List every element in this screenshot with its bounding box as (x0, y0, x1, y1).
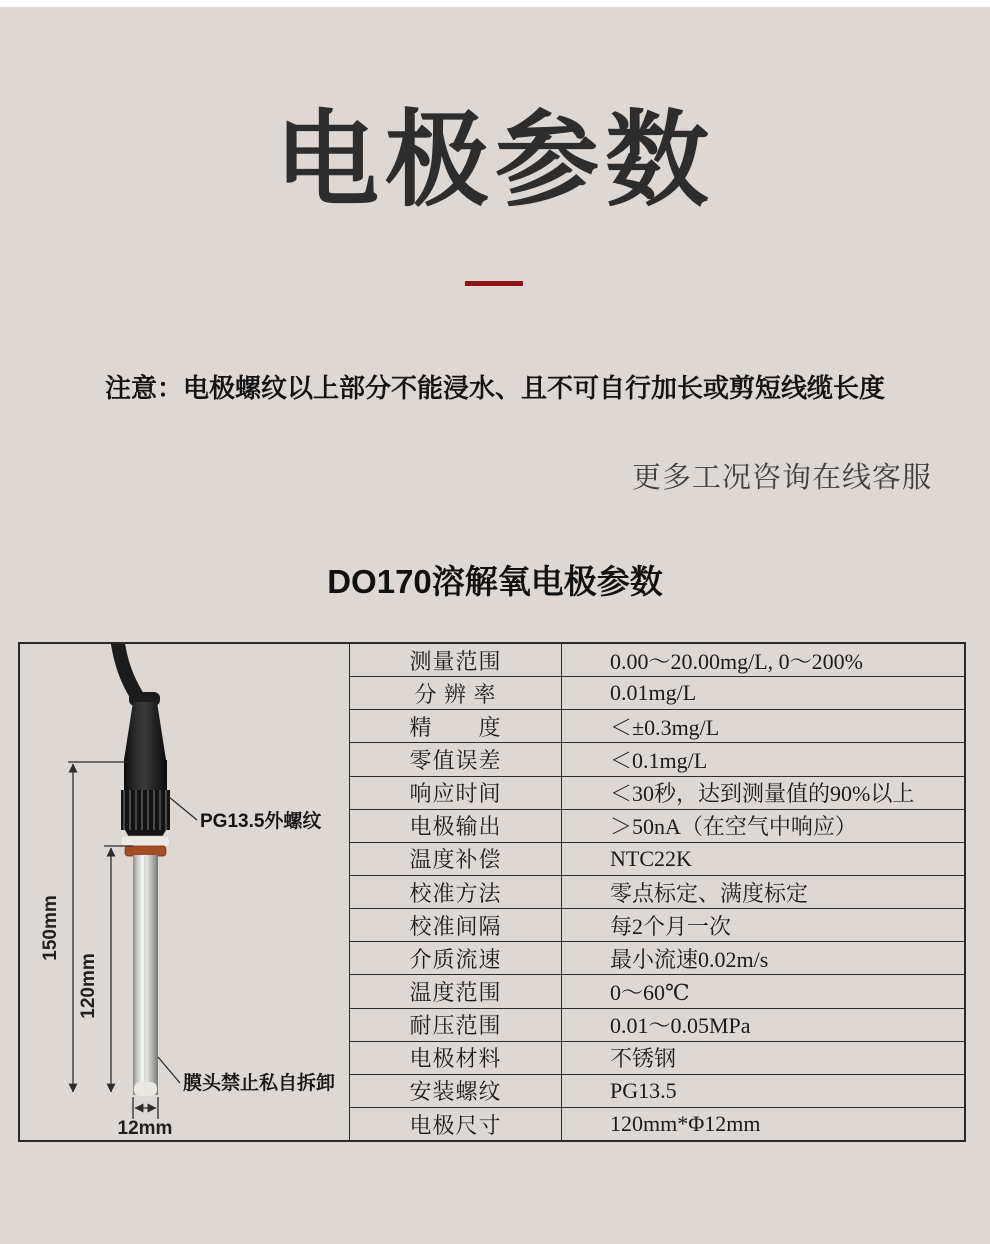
param-name: 分 辨 率 (350, 677, 562, 709)
table-row (350, 710, 964, 743)
dim-12mm-label: 12mm (117, 1118, 173, 1139)
dim-150mm-label: 150mm (40, 895, 61, 961)
service-link[interactable]: 更多工况咨询在线客服 (631, 462, 932, 494)
param-value: NTC22K (610, 845, 692, 871)
white-collar (121, 836, 170, 847)
cable-strain-relief (124, 702, 166, 760)
param-value: ＜30秒，达到测量值的90%以上 (610, 781, 915, 807)
param-value: ＞50nA（在空气中响应） (610, 814, 857, 840)
param-name: 校准间隔 (350, 909, 562, 941)
electrode-diagram (20, 644, 349, 1140)
param-value: 0.01mg/L (610, 680, 697, 706)
table-row (350, 1108, 964, 1140)
param-name: 电极尺寸 (350, 1108, 562, 1140)
param-value: ＜±0.3mg/L (610, 714, 720, 740)
table-row (350, 1075, 964, 1108)
table-title: DO170溶解氧电极参数 (327, 563, 663, 600)
table-row (350, 644, 964, 677)
table-row (350, 942, 964, 975)
param-value: 0～60℃ (610, 979, 690, 1005)
param-value: ＜0.1mg/L (610, 747, 708, 773)
param-value: 不锈钢 (610, 1046, 677, 1072)
param-name: 温度补偿 (350, 843, 562, 875)
table-row (350, 975, 964, 1008)
steel-body-tube (133, 855, 158, 1095)
electrode-cable (118, 644, 137, 696)
param-value: 最小流速0.02m/s (610, 946, 769, 972)
table-row (350, 1009, 964, 1042)
param-name: 测量范围 (350, 644, 562, 676)
dim-120mm-label: 120mm (78, 953, 99, 1019)
param-value: 0.01～0.05MPa (610, 1013, 751, 1039)
thread-section (121, 790, 170, 830)
param-name: 电极材料 (350, 1042, 562, 1074)
param-name: 电极输出 (350, 810, 562, 842)
param-name: 校准方法 (350, 876, 562, 908)
o-ring (125, 846, 166, 856)
param-value: 每2个月一次 (610, 913, 732, 939)
param-name: 耐压范围 (350, 1009, 562, 1041)
param-value: 零点标定、满度标定 (610, 880, 809, 906)
page-title: 电极参数 (274, 103, 715, 219)
red-divider (465, 281, 523, 286)
param-name: 介质流速 (350, 942, 562, 974)
table-row (350, 909, 964, 942)
top-white-strip (0, 0, 990, 7)
param-value: 120mm*Φ12mm (610, 1111, 761, 1137)
dim-150mm (68, 762, 128, 1092)
thread-callout-label: PG13.5外螺纹 (200, 811, 322, 832)
param-name: 精 度 (350, 710, 562, 742)
param-value: PG13.5 (610, 1077, 677, 1103)
param-name: 零值误差 (350, 743, 562, 775)
table-row (350, 677, 964, 710)
membrane-callout-line (158, 1057, 180, 1083)
electrode-image-cell (20, 644, 350, 1140)
table-row (350, 777, 964, 810)
dim-120mm (104, 846, 133, 1092)
param-name: 响应时间 (350, 777, 562, 809)
table-row (350, 876, 964, 909)
table-row (350, 810, 964, 843)
membrane-callout-label: 膜头禁止私自拆卸 (183, 1073, 336, 1094)
thread-callout-line (169, 797, 197, 820)
param-name: 温度范围 (350, 975, 562, 1007)
table-row (350, 1042, 964, 1075)
spec-table (18, 642, 966, 1142)
notice-text: 注意：电极螺纹以上部分不能浸水、且不可自行加长或剪短线缆长度 (104, 373, 885, 403)
param-value: 0.00～20.00mg/L, 0～200% (610, 648, 863, 674)
spec-rows (350, 644, 964, 1140)
table-row (350, 743, 964, 776)
electrode-photo (118, 644, 170, 1096)
membrane-tip (134, 1082, 157, 1096)
param-name: 安装螺纹 (350, 1075, 562, 1107)
dim-12mm (133, 1097, 158, 1119)
electrode-cap (124, 760, 167, 790)
table-row (350, 843, 964, 876)
